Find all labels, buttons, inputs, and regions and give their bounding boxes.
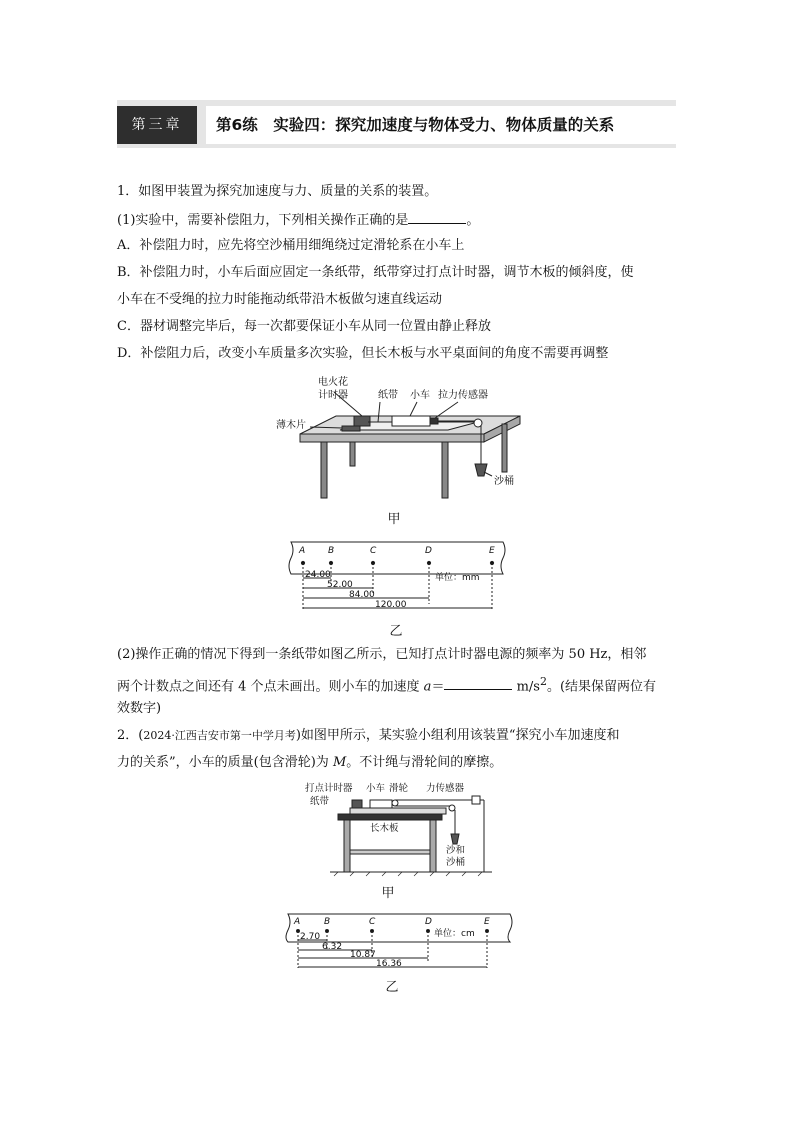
table-crossbar: [350, 850, 430, 854]
q2-line1-text: )如图甲所示，某实验小组利用该装置“探究小车加速度和: [295, 728, 620, 743]
sand-bucket: [451, 834, 459, 844]
equals: ＝: [431, 679, 445, 695]
sand-bucket: [475, 464, 487, 476]
distance-ab: 24.00: [305, 570, 331, 580]
force-sensor: [472, 796, 480, 804]
label-sensor: 力传感器: [426, 783, 465, 794]
q2-tape-figure: [282, 910, 518, 974]
label-timer: 打点计时器: [305, 783, 353, 794]
answer-blank-2[interactable]: [444, 676, 512, 690]
option-b-line2: 小车在不受绳的拉力时能拖动纸带沿木板做匀速直线运动: [117, 292, 443, 307]
unit-text: m/s: [512, 679, 540, 695]
point-label-d: D: [425, 546, 432, 556]
q1-part2-line1: (2)操作正确的情况下得到一条纸带如图乙所示，已知打点计时器电源的频率为 50 Hz，相邻: [117, 647, 647, 662]
label-sensor: 拉力传感器: [438, 390, 488, 401]
label-bucket: 沙桶: [494, 476, 514, 487]
distance-ac: 52.00: [327, 580, 353, 590]
option-c: C．器材调整完毕后，每一次都要保证小车从同一位置由静止释放: [117, 319, 491, 334]
q2-line2: [117, 754, 502, 772]
table-leg: [350, 442, 355, 466]
point-label-a: A: [299, 546, 306, 556]
label-cart: 小车: [410, 390, 430, 401]
cart: [370, 800, 392, 808]
q2-line2-end: 。不计绳与滑轮间的摩擦。: [346, 755, 503, 770]
unit-exponent: 2: [539, 675, 547, 688]
tape-unit: 单位：mm: [435, 573, 480, 583]
table-leg: [321, 442, 327, 498]
point-label-b: B: [324, 917, 331, 927]
point-label-b: B: [328, 546, 335, 556]
point-label-c: C: [370, 546, 377, 556]
page-title: 第6练 实验四：探究加速度与物体受力、物体质量的关系: [206, 106, 676, 144]
point-label-e: E: [489, 546, 495, 556]
label-timer-1: 电火花: [318, 377, 348, 388]
spark-timer: [354, 416, 370, 426]
long-board: [350, 808, 446, 814]
force-sensor: [430, 418, 438, 424]
q1-figure-caption-yi: 乙: [389, 624, 403, 639]
table-leg: [502, 424, 507, 472]
q1-figure-caption-jia: 甲: [387, 512, 401, 527]
distance-ad: 84.00: [349, 590, 375, 600]
q1-tape-figure: [285, 538, 510, 616]
q1-part1-end: 。: [466, 213, 480, 228]
label-sand-2: 沙桶: [446, 857, 466, 868]
q1-part1: [117, 210, 479, 230]
point-label-c: C: [369, 917, 376, 927]
table-leg: [430, 820, 436, 872]
cart: [392, 416, 430, 426]
option-a: A．补偿阻力时，应先将空沙桶用细绳绕过定滑轮系在小车上: [117, 238, 465, 253]
table-pulley: [449, 805, 455, 811]
distance-ae: 120.00: [375, 600, 407, 610]
answer-blank-1[interactable]: [408, 210, 466, 224]
q1-apparatus-figure: [270, 372, 530, 504]
distance-ae: 16.36: [376, 959, 402, 969]
q2-line2-text: 力的关系”，小车的质量(包含滑轮)为: [117, 755, 333, 770]
thin-wood-piece: [342, 426, 360, 431]
table-leg: [442, 442, 448, 498]
label-pulley: 滑轮: [389, 783, 409, 794]
q1-part1-text: (1)实验中，需要补偿阻力，下列相关操作正确的是: [117, 213, 409, 228]
var-m: M: [332, 755, 347, 770]
table-leg: [344, 820, 350, 872]
q1-part2-line2: [117, 673, 656, 696]
distance-ac: 6.32: [322, 942, 343, 952]
table-front-edge: [300, 434, 484, 442]
distance-ad: 10.87: [350, 950, 376, 960]
q1-part2-text-end: 。(结果保留两位有: [546, 679, 657, 695]
q2-figure-caption-jia: 甲: [381, 886, 395, 901]
q1-part2-line3: 效数字): [117, 701, 162, 716]
point-label-e: E: [484, 917, 490, 927]
label-board: 长木板: [370, 823, 399, 834]
cart-pulley: [392, 800, 398, 806]
q2-number: 2．(: [117, 728, 144, 743]
chapter-label: 第三章: [117, 106, 197, 144]
distance-ab: 2.70: [300, 932, 321, 942]
tape-unit: 单位：cm: [434, 929, 475, 939]
label-tape: 纸带: [310, 796, 330, 807]
label-timer-2: 计时器: [318, 390, 348, 401]
point-label-a: A: [294, 917, 301, 927]
table-top: [338, 814, 442, 820]
option-b-line1: B．补偿阻力时，小车后面应固定一条纸带，纸带穿过打点计时器，调节木板的倾斜度，使: [117, 265, 634, 280]
label-sand-1: 沙和: [446, 845, 466, 856]
q2-source: 2024·江西吉安市第一中学月考: [143, 729, 296, 742]
var-a: a: [423, 679, 432, 695]
point-label-d: D: [425, 917, 432, 927]
dot-timer: [352, 800, 362, 808]
q2-line1: [117, 727, 620, 745]
label-cart: 小车: [366, 783, 386, 794]
option-d: D．补偿阻力后，改变小车质量多次实验，但长木板与水平桌面间的角度不需要再调整: [117, 346, 609, 361]
q1-part2-text: 两个计数点之间还有 4 个点未画出。则小车的加速度: [117, 679, 424, 695]
label-wood: 薄木片: [276, 420, 306, 431]
q2-figure-caption-yi: 乙: [385, 980, 399, 995]
q1-stem: 1．如图甲装置为探究加速度与力、质量的关系的装置。: [117, 184, 438, 199]
label-tape: 纸带: [378, 390, 398, 401]
q2-apparatus-figure: [300, 780, 496, 878]
